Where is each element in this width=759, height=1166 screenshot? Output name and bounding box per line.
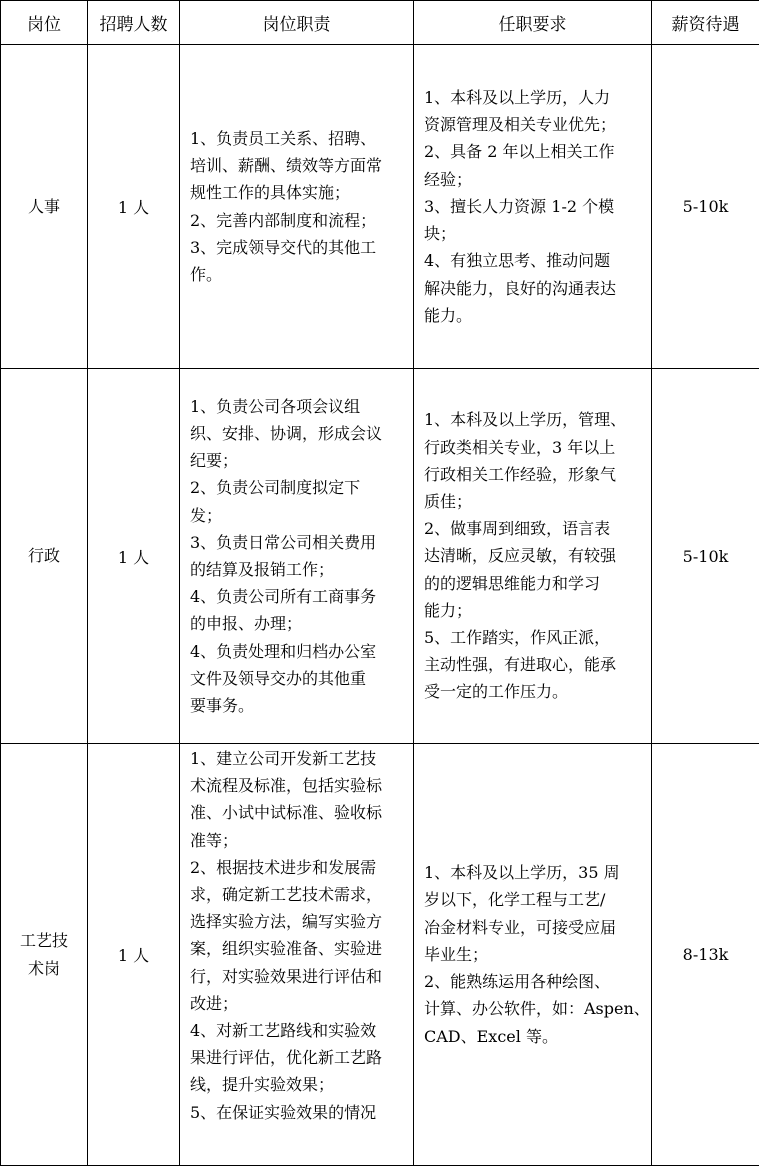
table-row <box>1 744 759 1166</box>
duties-line: 作。 <box>190 261 405 288</box>
position-text: 人事 <box>9 193 79 220</box>
requirements-line: 质佳； <box>424 488 643 515</box>
duties-line: 发； <box>190 502 405 529</box>
requirements-line: 1、本科及以上学历，35 周 <box>424 859 643 886</box>
requirements-line: 1、本科及以上学历，管理、 <box>424 406 643 433</box>
salary-cell: 5-10k <box>652 45 759 369</box>
duties-line: 果进行评估，优化新工艺路 <box>190 1044 405 1071</box>
salary-cell: 5-10k <box>652 369 759 744</box>
requirements-line: CAD、Excel 等。 <box>424 1023 643 1050</box>
requirements-line: 2、能熟练运用各种绘图、 <box>424 968 643 995</box>
duties-line: 准、小试中试标准、验收标 <box>190 799 405 826</box>
duties-line: 织、安排、协调，形成会议 <box>190 420 405 447</box>
position-cell <box>1 744 88 1166</box>
requirements-line: 的的逻辑思维能力和学习 <box>424 570 643 597</box>
duties-line: 案，组织实验准备、实验进 <box>190 935 405 962</box>
duties-line: 培训、薪酬、绩效等方面常 <box>190 152 405 179</box>
headcount-cell: 1 人 <box>88 744 180 1166</box>
duties-line: 4、负责处理和归档办公室 <box>190 638 405 665</box>
requirements-line: 行政类相关专业，3 年以上 <box>424 434 643 461</box>
duties-line: 线，提升实验效果； <box>190 1071 405 1098</box>
duties-line: 纪要； <box>190 447 405 474</box>
duties-line: 1、负责员工关系、招聘、 <box>190 125 405 152</box>
requirements-cell <box>414 45 652 369</box>
duties-line: 2、负责公司制度拟定下 <box>190 474 405 501</box>
requirements-line: 达清晰，反应灵敏，有较强 <box>424 542 643 569</box>
requirements-line: 解决能力，良好的沟通表达 <box>424 275 643 302</box>
duties-line: 行，对实验效果进行评估和 <box>190 963 405 990</box>
requirements-line: 受一定的工作压力。 <box>424 678 643 705</box>
requirements-line: 2、具备 2 年以上相关工作 <box>424 138 643 165</box>
duties-line: 求，确定新工艺技术需求， <box>190 881 405 908</box>
requirements-line: 毕业生； <box>424 941 643 968</box>
duties-line: 准等； <box>190 827 405 854</box>
duties-line: 2、完善内部制度和流程； <box>190 207 405 234</box>
requirements-line: 冶金材料专业，可接受应届 <box>424 914 643 941</box>
duties-line: 4、对新工艺路线和实验效 <box>190 1017 405 1044</box>
requirements-line: 主动性强，有进取心，能承 <box>424 651 643 678</box>
header-headcount: 招聘人数 <box>88 1 180 45</box>
requirements-line: 行政相关工作经验，形象气 <box>424 461 643 488</box>
requirements-line: 1、本科及以上学历，人力 <box>424 84 643 111</box>
duties-line: 1、建立公司开发新工艺技 <box>190 745 405 772</box>
requirements-line: 4、有独立思考、推动问题 <box>424 247 643 274</box>
duties-cell <box>180 744 414 1166</box>
duties-line: 改进； <box>190 990 405 1017</box>
requirements-line: 资源管理及相关专业优先； <box>424 111 643 138</box>
requirements-line: 计算、办公软件，如：Aspen、 <box>424 995 643 1022</box>
duties-line: 的结算及报销工作； <box>190 556 405 583</box>
position-text: 行政 <box>9 542 79 569</box>
duties-line: 规性工作的具体实施； <box>190 179 405 206</box>
requirements-line: 经验； <box>424 166 643 193</box>
table-row <box>1 45 759 369</box>
requirements-line: 岁以下，化学工程与工艺/ <box>424 886 643 913</box>
requirements-cell <box>414 744 652 1166</box>
duties-line: 4、负责公司所有工商事务 <box>190 583 405 610</box>
header-requirements: 任职要求 <box>414 1 652 45</box>
duties-line: 要事务。 <box>190 692 405 719</box>
headcount-cell: 1 人 <box>88 369 180 744</box>
position-cell <box>1 369 88 744</box>
duties-line: 1、负责公司各项会议组 <box>190 393 405 420</box>
requirements-line: 能力。 <box>424 302 643 329</box>
duties-line: 2、根据技术进步和发展需 <box>190 854 405 881</box>
position-text: 术岗 <box>9 955 79 982</box>
headcount-cell: 1 人 <box>88 45 180 369</box>
duties-cell <box>180 369 414 744</box>
requirements-line: 3、擅长人力资源 1-2 个模 <box>424 193 643 220</box>
duties-line: 的申报、办理； <box>190 610 405 637</box>
requirements-line: 能力； <box>424 597 643 624</box>
header-duties: 岗位职责 <box>180 1 414 45</box>
salary-cell: 8-13k <box>652 744 759 1166</box>
duties-line: 3、完成领导交代的其他工 <box>190 234 405 261</box>
requirements-cell <box>414 369 652 744</box>
header-row <box>1 1 759 45</box>
duties-cell <box>180 45 414 369</box>
duties-line: 3、负责日常公司相关费用 <box>190 529 405 556</box>
requirements-line: 块； <box>424 220 643 247</box>
position-cell <box>1 45 88 369</box>
duties-line: 5、在保证实验效果的情况 <box>190 1099 405 1126</box>
requirements-line: 5、工作踏实，作风正派， <box>424 624 643 651</box>
duties-line: 文件及领导交办的其他重 <box>190 665 405 692</box>
duties-line: 术流程及标准，包括实验标 <box>190 772 405 799</box>
header-salary: 薪资待遇 <box>652 1 759 45</box>
position-text: 工艺技 <box>9 927 79 954</box>
requirements-line: 2、做事周到细致，语言表 <box>424 515 643 542</box>
duties-line: 选择实验方法，编写实验方 <box>190 908 405 935</box>
table-row <box>1 369 759 744</box>
header-position: 岗位 <box>1 1 88 45</box>
